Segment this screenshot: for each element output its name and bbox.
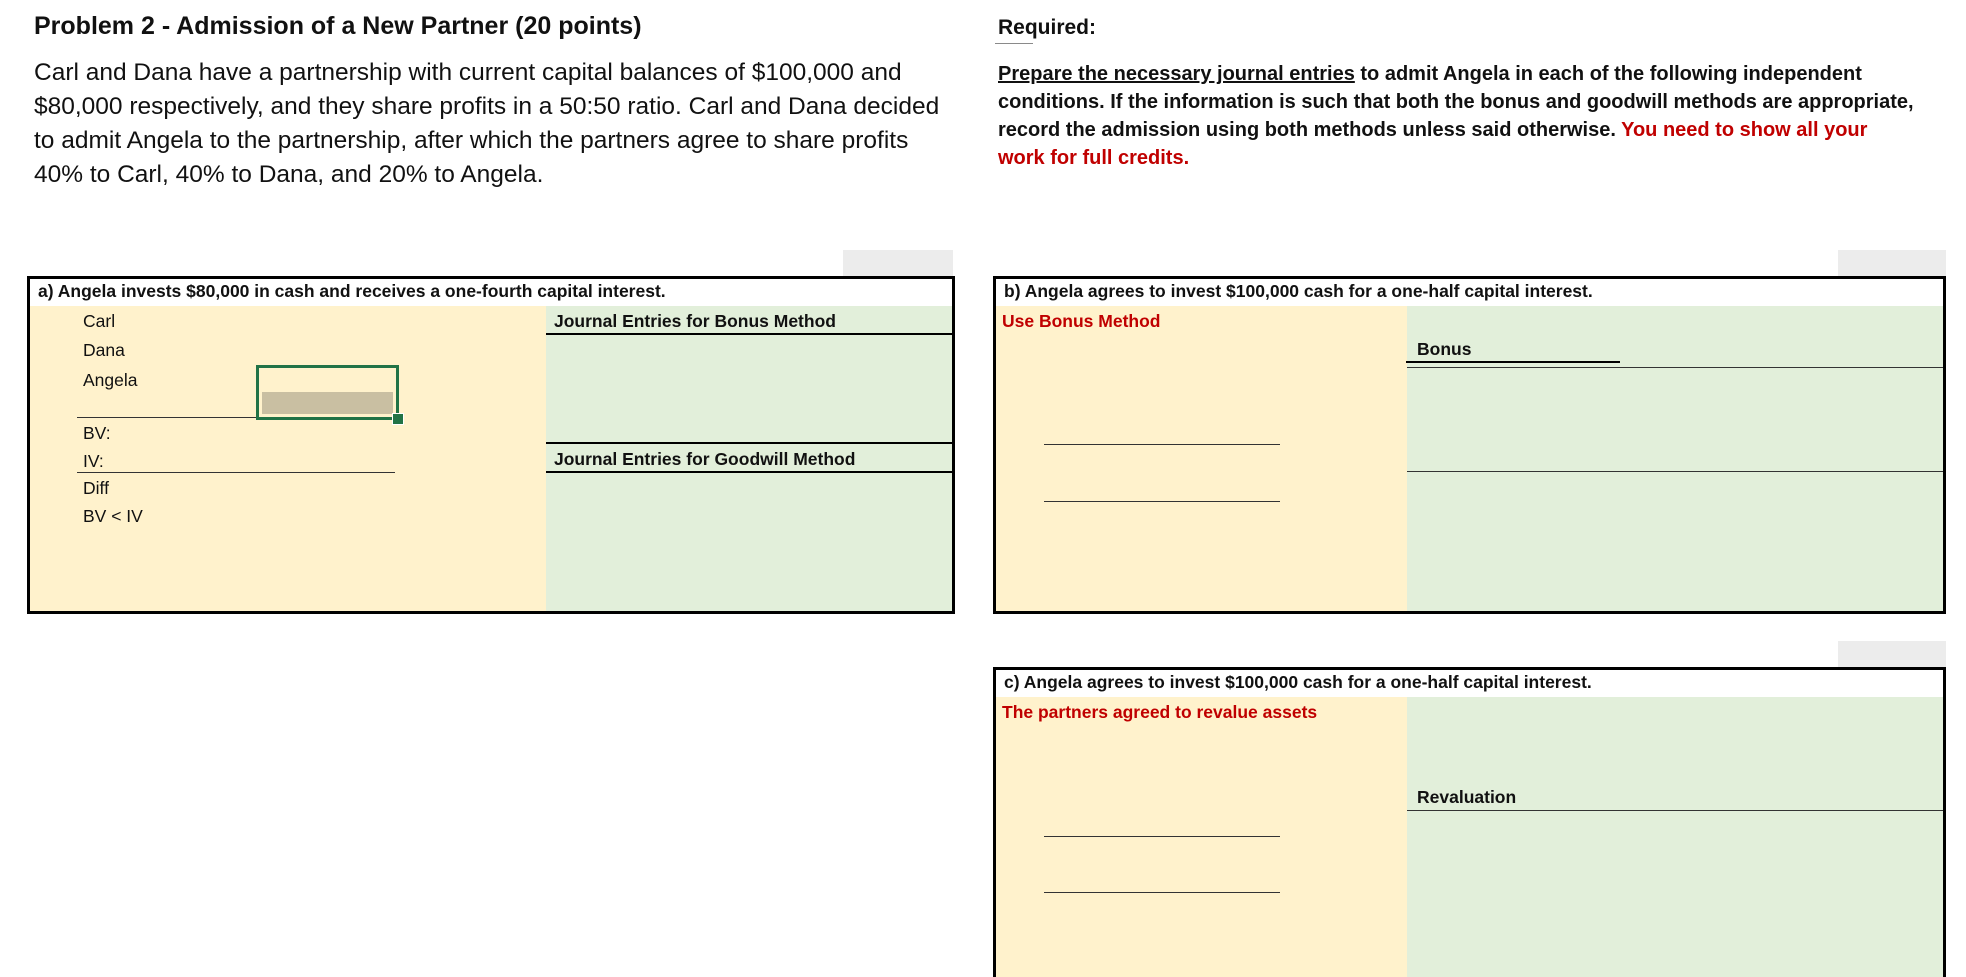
panel-c	[993, 667, 1946, 977]
panel-b-workarea[interactable]	[996, 306, 1407, 611]
entry-line	[1407, 810, 1943, 811]
row-label-dana: Dana	[83, 340, 125, 360]
revaluation-title: Revaluation	[1417, 787, 1517, 807]
problem-title: Problem 2 - Admission of a New Partner (20 points)	[34, 12, 642, 40]
required-label: Required:	[998, 16, 1097, 39]
panel-b-method-note: Use Bonus Method	[1002, 311, 1161, 331]
required-red-note: You need to show all your work for full credits.	[998, 119, 1868, 169]
entry-line	[1407, 367, 1943, 368]
panel-c-entries-area[interactable]	[1407, 697, 1943, 977]
bonus-title: Bonus	[1417, 339, 1472, 359]
bv-label: BV:	[83, 423, 111, 443]
gray-cell	[1838, 250, 1946, 276]
bonus-title-underline	[1406, 361, 1620, 363]
panel-b-header: b) Angela agrees to invest $100,000 cash for a one-half capital interest.	[996, 279, 1943, 309]
panel-c-workarea[interactable]	[996, 697, 1407, 977]
comparison-label: BV < IV	[83, 506, 143, 526]
goodwill-title-underline	[546, 471, 952, 473]
calc-line	[1044, 836, 1280, 837]
gray-cell	[843, 250, 953, 276]
panel-a	[27, 276, 955, 614]
required-instructions	[998, 60, 1918, 172]
gray-cell	[1838, 641, 1946, 667]
required-body: to admit Angela in each of the following independent conditions. If the information is such that both the bonus and goodwill methods are appropriate, record the admission using both methods unless said otherwise.	[998, 63, 1914, 141]
row-label-angela: Angela	[83, 370, 138, 390]
goodwill-method-title: Journal Entries for Goodwill Method	[554, 449, 856, 469]
problem-description: Carl and Dana have a partnership with current capital balances of $100,000 and $80,000 respectively, and they share profits in a 50:50 ratio. Carl and Dana decided to admit Angela to the partnership, after which the partners agree to share profits 40% to Carl, 40% to Dana, and 20% to Angela.	[34, 59, 940, 188]
required-label-underline	[995, 43, 1033, 44]
calc-line	[1044, 892, 1280, 893]
entry-line	[1407, 471, 1943, 472]
panel-b	[993, 276, 1946, 614]
panel-c-header: c) Angela agrees to invest $100,000 cash for a one-half capital interest.	[996, 670, 1943, 700]
panel-b-entries-area[interactable]	[1407, 306, 1943, 611]
goodwill-title-overline	[546, 442, 952, 444]
panel-c-method-note: The partners agreed to revalue assets	[1002, 702, 1318, 722]
bonus-title-underline	[546, 333, 952, 335]
divider-line	[77, 472, 395, 473]
required-underlined-phrase: Prepare the necessary journal entries	[998, 63, 1355, 85]
calc-line	[1044, 444, 1280, 445]
row-label-carl: Carl	[83, 311, 116, 331]
divider-line	[77, 417, 256, 418]
selected-cell-fill	[262, 392, 393, 414]
diff-label: Diff	[83, 478, 109, 498]
fill-handle[interactable]	[392, 413, 404, 425]
bonus-method-title: Journal Entries for Bonus Method	[554, 311, 836, 331]
calc-line	[1044, 501, 1280, 502]
iv-label: IV:	[83, 451, 104, 471]
panel-a-header: a) Angela invests $80,000 in cash and receives a one-fourth capital interest.	[30, 279, 952, 309]
